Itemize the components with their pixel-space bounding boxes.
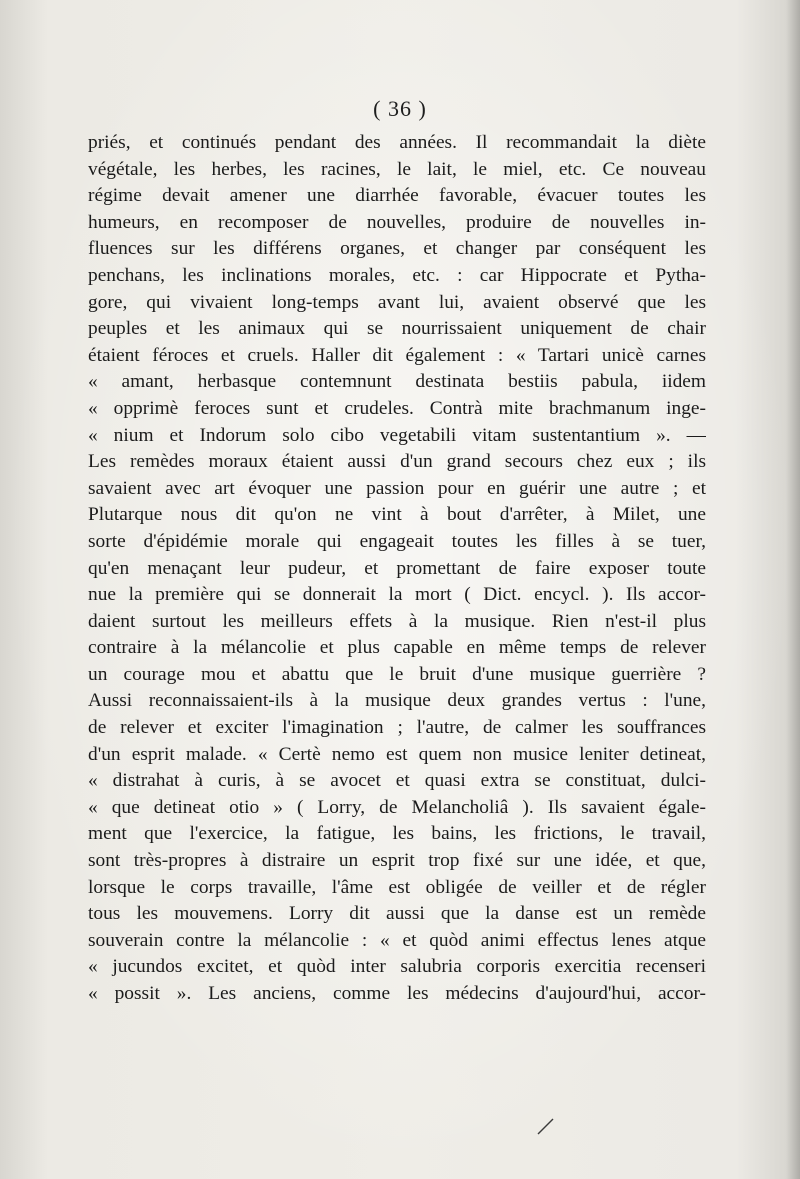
text-line: d'un esprit malade. « Certè nemo est quem non musice leniter detineat,: [88, 743, 706, 765]
text-line: « nium et Indorum solo cibo vegetabili vitam sustentantium ». —: [88, 424, 706, 446]
text-line: « distrahat à curis, à se avocet et quasi extra se constituat, dulci-: [88, 770, 706, 792]
text-line: humeurs, en recomposer de nouvelles, produire de nouvelles in-: [88, 211, 706, 233]
text-line: « possit ». Les anciens, comme les médecins d'aujourd'hui, accor-: [88, 983, 706, 1004]
page-edge-shadow: [786, 0, 800, 1179]
body-text: [88, 130, 706, 1008]
text-line: contraire à la mélancolie et plus capable en même temps de relever: [88, 637, 706, 659]
text-line: un courage mou et abattu que le bruit d'une musique guerrière ?: [88, 663, 706, 685]
text-line: sorte d'épidémie morale qui engageait toutes les filles à se tuer,: [88, 530, 706, 552]
text-line: végétale, les herbes, les racines, le lait, le miel, etc. Ce nouveau: [88, 158, 706, 180]
text-line: ment que l'exercice, la fatigue, les bains, les frictions, le travail,: [88, 823, 706, 845]
text-line: daient surtout les meilleurs effets à la musique. Rien n'est-il plus: [88, 610, 706, 632]
text-line: « amant, herbasque contemnunt destinata bestiis pabula, iidem: [88, 371, 706, 393]
text-line: savaient avec art évoquer une passion pour en guérir une autre ; et: [88, 477, 706, 499]
text-line: peuples et les animaux qui se nourrissaient uniquement de chair: [88, 318, 706, 340]
text-line: lorsque le corps travaille, l'âme est obligée de veiller et de régler: [88, 876, 706, 898]
text-line: nue la première qui se donnerait la mort ( Dict. encycl. ). Ils accor-: [88, 584, 706, 606]
text-line: sont très-propres à distraire un esprit trop fixé sur une idée, et que,: [88, 850, 706, 872]
text-line: qu'en menaçant leur pudeur, et promettant de faire exposer toute: [88, 557, 706, 579]
text-line: régime devait amener une diarrhée favorable, évacuer toutes les: [88, 185, 706, 207]
text-line: Plutarque nous dit qu'on ne vint à bout d'arrêter, à Milet, une: [88, 504, 706, 526]
text-line: souverain contre la mélancolie : « et quòd animi effectus lenes atque: [88, 929, 706, 951]
text-line: « que detineat otio » ( Lorry, de Melancholiâ ). Ils savaient égale-: [88, 796, 706, 818]
text-line: de relever et exciter l'imagination ; l'autre, de calmer les souffrances: [88, 717, 706, 739]
page-number: ( 36 ): [373, 96, 427, 121]
text-line: « opprimè feroces sunt et crudeles. Contrà mite brachmanum inge-: [88, 397, 706, 419]
text-line: gore, qui vivaient long-temps avant lui, avaient observé que les: [88, 291, 706, 313]
text-line: étaient féroces et cruels. Haller dit également : « Tartari unicè carnes: [88, 344, 706, 366]
text-line: Les remèdes moraux étaient aussi d'un grand secours chez eux ; ils: [88, 451, 706, 473]
text-line: fluences sur les différens organes, et changer par conséquent les: [88, 238, 706, 260]
text-line: priés, et continués pendant des années. Il recommandait la diète: [88, 132, 706, 153]
pen-stroke-mark: [536, 1116, 556, 1136]
text-line: « jucundos excitet, et quòd inter salubria corporis exercitia recenseri: [88, 956, 706, 978]
text-line: tous les mouvemens. Lorry dit aussi que la danse est un remède: [88, 903, 706, 925]
text-line: Aussi reconnaissaient-ils à la musique deux grandes vertus : l'une,: [88, 690, 706, 712]
text-line: penchans, les inclinations morales, etc. : car Hippocrate et Pytha-: [88, 264, 706, 286]
